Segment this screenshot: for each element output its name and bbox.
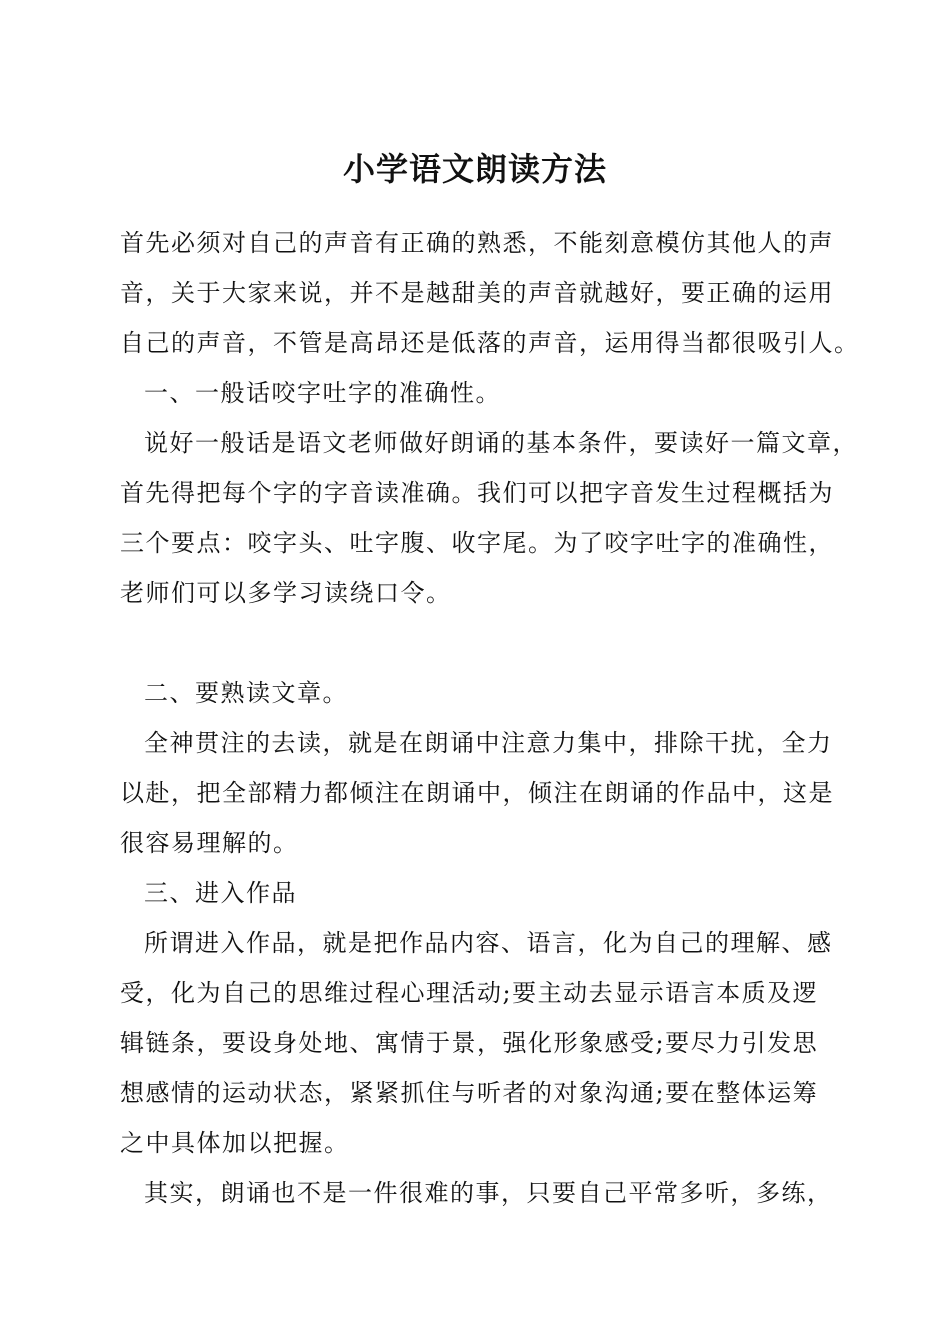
paragraph-line: 说好一般话是语文老师做好朗诵的基本条件，要读好一篇文章， xyxy=(144,429,858,457)
paragraph-line: 自己的声音，不管是高昂还是低落的声音，运用得当都很吸引人。 xyxy=(120,329,860,357)
paragraph-line: 全神贯注的去读，就是在朗诵中注意力集中，排除干扰，全力 xyxy=(144,729,833,757)
section-heading: 二、要熟读文章。 xyxy=(144,679,348,707)
section-heading: 一、一般话咬字吐字的准确性。 xyxy=(144,379,501,407)
paragraph-line: 其实，朗诵也不是一件很难的事，只要自己平常多听，多练， xyxy=(144,1179,833,1207)
paragraph-line: 老师们可以多学习读绕口令。 xyxy=(120,579,452,607)
paragraph-line: 之中具体加以把握。 xyxy=(120,1129,350,1157)
paragraph-line: 所谓进入作品，就是把作品内容、语言，化为自己的理解、感 xyxy=(144,929,833,957)
paragraph-line: 辑链条，要设身处地、寓情于景，强化形象感受;要尽力引发思 xyxy=(120,1029,819,1057)
paragraph-line: 音，关于大家来说，并不是越甜美的声音就越好，要正确的运用 xyxy=(120,279,834,307)
document-title: 小学语文朗读方法 xyxy=(342,150,607,188)
paragraph-line: 三个要点：咬字头、吐字腹、收字尾。为了咬字吐字的准确性， xyxy=(120,529,834,557)
paragraph-line: 首先必须对自己的声音有正确的熟悉，不能刻意模仿其他人的声 xyxy=(120,229,834,257)
paragraph-line: 首先得把每个字的字音读准确。我们可以把字音发生过程概括为 xyxy=(120,479,834,507)
paragraph-line: 很容易理解的。 xyxy=(120,829,299,857)
paragraph-line: 以赴，把全部精力都倾注在朗诵中，倾注在朗诵的作品中，这是 xyxy=(120,779,834,807)
paragraph-line: 想感情的运动状态，紧紧抓住与听者的对象沟通;要在整体运筹 xyxy=(120,1079,819,1107)
paragraph-line: 受，化为自己的思维过程心理活动;要主动去显示语言本质及逻 xyxy=(120,979,819,1007)
section-heading: 三、进入作品 xyxy=(144,879,297,907)
